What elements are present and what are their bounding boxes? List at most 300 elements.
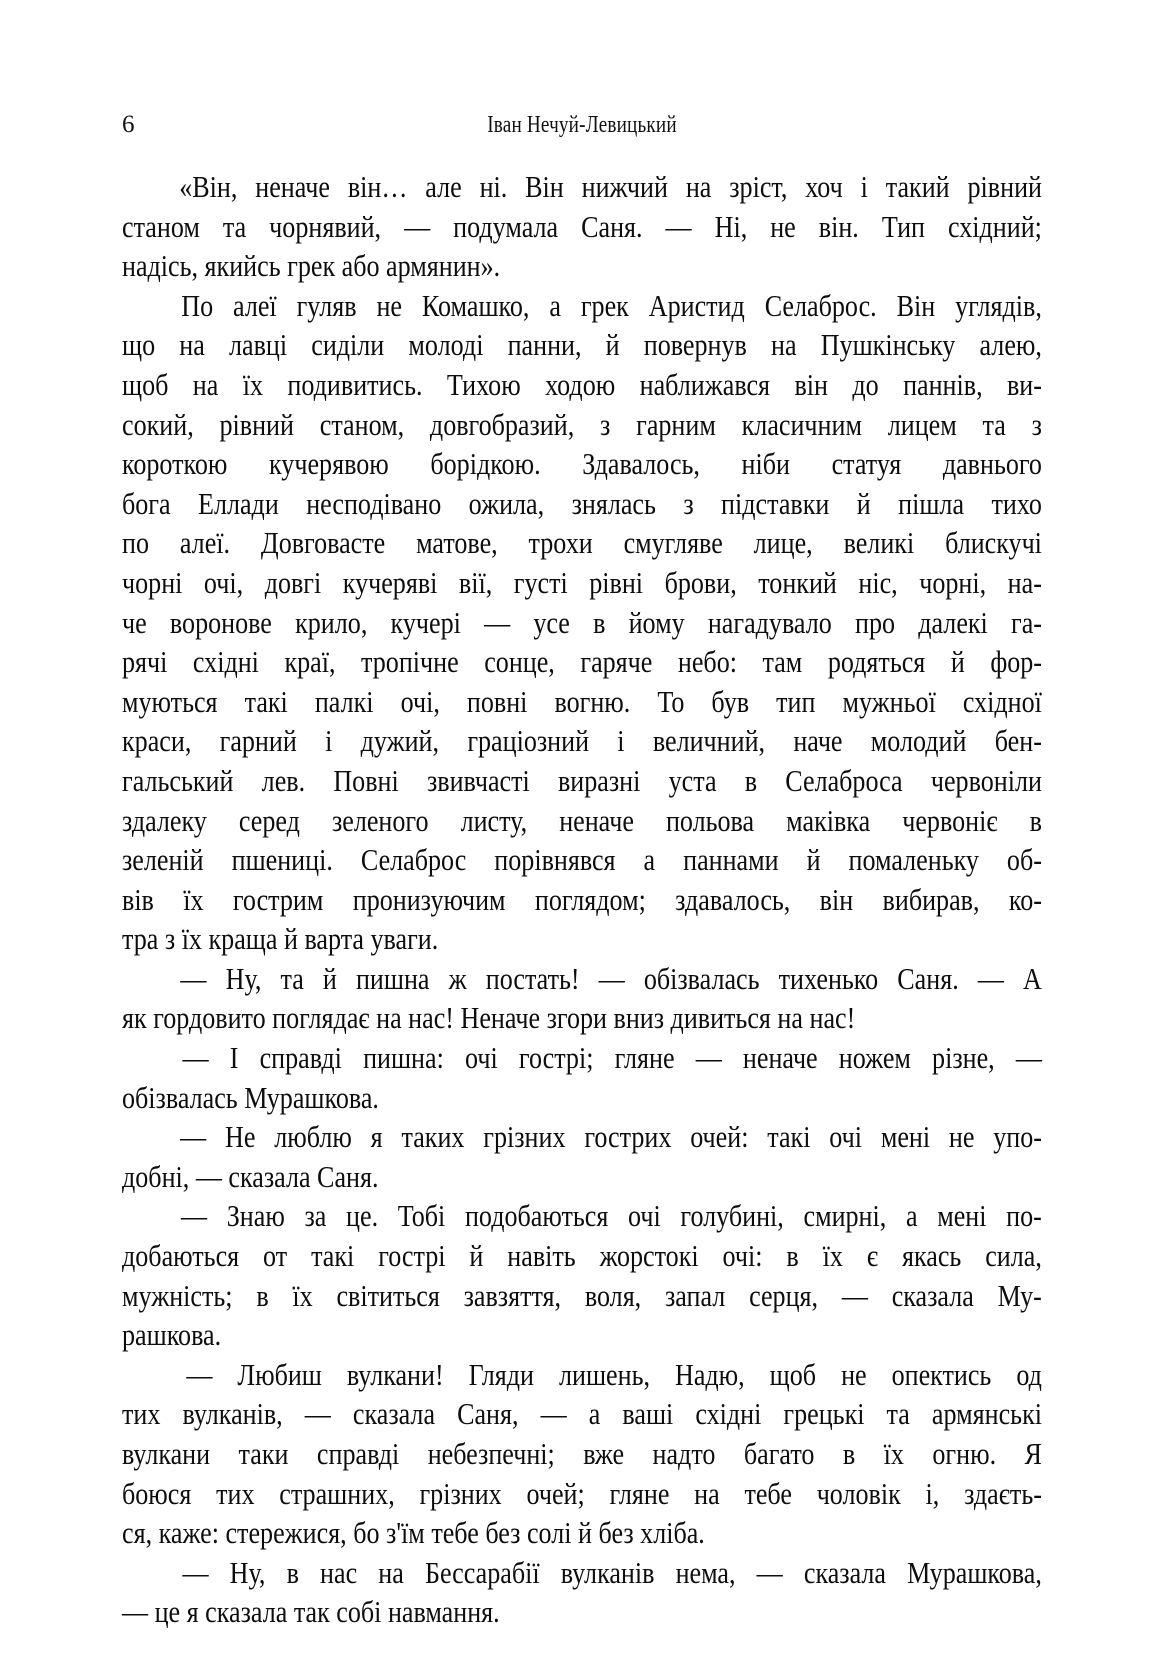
word: листу, (460, 803, 528, 838)
running-title: Іван Нечуй-Левицький (487, 112, 677, 138)
word: по- (1006, 1199, 1042, 1234)
word: про (854, 605, 896, 640)
paragraph (122, 1197, 1042, 1355)
word: та (280, 961, 304, 996)
word: от (263, 1239, 288, 1274)
word: повернув (643, 328, 747, 363)
word: такі (244, 684, 288, 719)
text-line (122, 445, 1042, 485)
word: чорнявий, (269, 209, 382, 244)
word: вулканів (560, 1555, 655, 1590)
word: смугляве (623, 526, 723, 561)
word: лице, (753, 526, 813, 561)
word: червоніли (930, 763, 1042, 798)
word: борідкою. (430, 447, 541, 482)
word: Повні (333, 763, 399, 798)
word: гальський (122, 763, 234, 798)
word: він (794, 367, 828, 402)
word: очі (829, 1120, 863, 1155)
word: з (683, 486, 694, 521)
word: або (341, 249, 380, 284)
text-line (122, 1197, 1042, 1237)
word: в (786, 1239, 799, 1274)
word: несподівано (306, 486, 442, 521)
paragraph (122, 960, 1042, 1039)
word: польова (665, 803, 755, 838)
word: воронове (169, 605, 272, 640)
word: — (180, 1199, 208, 1234)
word: пшениці. (231, 843, 333, 878)
text-line (122, 247, 1042, 287)
text-line (122, 564, 1042, 604)
word: лавці (228, 328, 288, 363)
word: од (1016, 1357, 1042, 1392)
word: ся, (122, 1516, 153, 1551)
word: постать! (485, 961, 580, 996)
word: повні (466, 684, 528, 719)
word: пишна (355, 961, 430, 996)
word: наче (793, 724, 843, 759)
word: на (694, 1476, 720, 1511)
word: наближався (639, 367, 771, 402)
word: і (617, 724, 625, 759)
word: серця, (749, 1278, 819, 1313)
paragraph (122, 1554, 1042, 1633)
text-line (122, 1237, 1042, 1277)
word: «Він, (179, 170, 238, 204)
word: рашкова. (122, 1318, 222, 1353)
word: палкі (314, 684, 374, 719)
word: таки (238, 1437, 289, 1471)
word: нагадувало (707, 605, 832, 640)
word: собі (336, 1595, 382, 1630)
word: брови, (664, 565, 737, 600)
word: ні. (479, 170, 508, 204)
word: лишень, (558, 1357, 651, 1392)
text-line (122, 524, 1042, 564)
word: ніби (741, 447, 790, 482)
word: упо- (993, 1120, 1042, 1155)
word: я (370, 1120, 383, 1155)
word: надто (652, 1437, 716, 1471)
word: це. (346, 1199, 379, 1234)
word: зеленого (331, 803, 429, 838)
word: та (222, 209, 247, 244)
word: в (256, 1278, 269, 1313)
text-line (122, 1593, 1042, 1633)
word: вниз (613, 1001, 665, 1036)
word: — (484, 605, 511, 640)
word: уста (668, 763, 717, 798)
word: Пушкінську (820, 328, 956, 363)
word: й (856, 486, 871, 521)
word: вулкани! (346, 1357, 444, 1392)
word: в (286, 1555, 299, 1590)
text-line (122, 208, 1042, 248)
word: муються (122, 684, 218, 719)
word: подивитись. (287, 367, 423, 402)
word: небо: (677, 645, 737, 680)
word: бо (353, 1516, 380, 1551)
running-head (122, 108, 1042, 142)
word: добаються (122, 1239, 240, 1274)
word: алею, (979, 328, 1042, 363)
word: й (605, 328, 620, 363)
word: опектись (891, 1357, 992, 1392)
word: нас (320, 1555, 358, 1590)
word: на (192, 367, 219, 402)
word: Любиш (237, 1357, 322, 1392)
word: справді (316, 1437, 400, 1471)
word: — (180, 1120, 207, 1155)
word: їх (242, 367, 264, 402)
word: довгі (264, 565, 322, 600)
word: Не (225, 1120, 256, 1155)
word: — (598, 961, 625, 996)
word: тих (122, 1397, 161, 1432)
word: боюся (122, 1476, 192, 1511)
word: тонкий (758, 565, 837, 600)
text-line (122, 287, 1042, 327)
word: й (950, 645, 965, 680)
word: Бессарабії (424, 1555, 540, 1590)
word: ножем (838, 1041, 911, 1076)
word: і (860, 170, 868, 204)
word: гарний (219, 724, 297, 759)
word: смирні, (803, 1199, 887, 1234)
word: усе (533, 605, 570, 640)
word: паннів, (903, 367, 983, 402)
word: — (404, 209, 431, 244)
word: зеленій (122, 843, 204, 878)
word: тебе (431, 1516, 479, 1551)
word: крило, (295, 605, 368, 640)
word: до (852, 367, 879, 402)
word: кучеряві (342, 565, 438, 600)
word: в (842, 1437, 856, 1471)
text-line (122, 168, 1042, 208)
word: короткою (122, 447, 228, 482)
text-line (122, 1554, 1042, 1594)
word: пішла (898, 486, 965, 521)
word: станом (122, 209, 200, 244)
word: їх (292, 1278, 313, 1313)
word: мені (880, 1120, 931, 1155)
text-line (122, 683, 1042, 723)
text-line (122, 1435, 1042, 1475)
word: ваші (622, 1397, 674, 1432)
word: люблю (274, 1120, 352, 1155)
word: густі (513, 565, 568, 600)
word: стережися, (225, 1516, 347, 1551)
word: навіть (507, 1239, 576, 1274)
word: та (886, 1397, 910, 1432)
word: гарним (636, 407, 716, 442)
word: армянин». (386, 249, 501, 284)
word: вії, (458, 565, 493, 600)
word: східної (962, 684, 1042, 719)
word: тропічне (361, 645, 459, 680)
word: на- (1007, 565, 1042, 600)
word: вулкани (122, 1437, 211, 1471)
word: грецькі (783, 1397, 865, 1432)
word: так (293, 1595, 330, 1630)
text-line (122, 960, 1042, 1000)
word: варта (304, 922, 364, 957)
word: бен- (994, 724, 1042, 759)
word: довгобразий, (429, 407, 575, 442)
text-line (122, 643, 1042, 683)
word: не (770, 209, 796, 244)
word: страшних, (279, 1476, 395, 1511)
word: виразні (557, 763, 641, 798)
word: вибирав, (882, 882, 980, 917)
word: очі, (400, 684, 440, 719)
word: й (469, 1239, 484, 1274)
word: — (1015, 1041, 1042, 1076)
word: ожила, (468, 486, 545, 521)
word: сонце, (484, 645, 555, 680)
word: червоніє (902, 803, 998, 838)
paragraph (122, 287, 1042, 960)
word: — (195, 1159, 222, 1194)
word: сиділи (311, 328, 385, 363)
word: краща (208, 922, 278, 957)
word: за (304, 1199, 327, 1234)
word: а (588, 1397, 601, 1432)
word: ж (448, 961, 467, 996)
word: їх (822, 1239, 843, 1274)
word: з'їм (386, 1516, 425, 1551)
word: — (122, 1595, 149, 1630)
word: лицем (887, 407, 957, 442)
word: подумала (453, 209, 559, 244)
text-line (122, 1356, 1042, 1396)
text-line (122, 366, 1042, 406)
text-line (122, 762, 1042, 802)
word: здаєть- (964, 1476, 1042, 1511)
word: нема, (675, 1555, 736, 1590)
paragraph (122, 1039, 1042, 1118)
word: на (378, 1555, 404, 1590)
word: маківка (786, 803, 871, 838)
word: краси, (122, 724, 192, 759)
word: очей: (690, 1120, 749, 1155)
word: обізвалась (643, 961, 760, 996)
word: з (600, 407, 611, 442)
word: неначе (742, 1041, 818, 1076)
word: дивиться (670, 1001, 771, 1036)
word: й (283, 922, 298, 957)
word: він. (818, 209, 859, 244)
word: не (376, 288, 402, 323)
word: є (866, 1239, 879, 1274)
word: запал (664, 1278, 726, 1313)
word: на (777, 1001, 803, 1036)
text-line (122, 1316, 1042, 1356)
word: небезпечні; (427, 1437, 555, 1471)
text-line (122, 1475, 1042, 1515)
word: родяться (827, 645, 926, 680)
word: А (1023, 961, 1042, 996)
word: Аристид (648, 288, 745, 323)
word: далекі (918, 605, 988, 640)
word: поглядає (272, 1001, 370, 1036)
word: й (322, 961, 337, 996)
word: нас! (408, 1001, 454, 1036)
word: з (1031, 407, 1042, 442)
word: — (977, 961, 1004, 996)
word: навмання. (387, 1595, 500, 1630)
word: гострі; (518, 1041, 594, 1076)
word: гострі (378, 1239, 446, 1274)
word: огню. (932, 1437, 997, 1471)
word: сокий, (122, 407, 194, 442)
word: гострим (232, 882, 324, 917)
word: ви- (1006, 367, 1042, 402)
word: гаряче (580, 645, 653, 680)
word: не (841, 1357, 867, 1392)
word: на (685, 170, 712, 204)
word: давнього (942, 447, 1042, 482)
word: східні (695, 1397, 762, 1432)
word: граціозний (467, 724, 590, 759)
word: неначе (559, 803, 634, 838)
word: уваги. (370, 922, 439, 957)
word: щоб (769, 1357, 817, 1392)
word: солі (526, 1516, 572, 1551)
word: не (948, 1120, 975, 1155)
word: він (819, 882, 854, 917)
text-line (122, 1277, 1042, 1317)
word: Саня. (317, 1159, 379, 1194)
text-line (122, 604, 1042, 644)
word: гордовито (153, 1001, 266, 1036)
word: подобаються (464, 1199, 609, 1234)
word: — (182, 1041, 209, 1076)
word: сказала (891, 1278, 974, 1313)
paragraph (122, 1118, 1042, 1197)
word: — (540, 1397, 567, 1432)
word: трохи (528, 526, 593, 561)
word: рівний (219, 407, 294, 442)
word: в (1029, 803, 1042, 838)
word: матове, (416, 526, 498, 561)
word: вулканів, (182, 1397, 283, 1432)
word: Здавалось, (582, 447, 700, 482)
word: на (771, 328, 797, 363)
word: станом, (319, 407, 405, 442)
paragraph (122, 168, 1042, 287)
word: — (186, 1357, 213, 1392)
word: сказала (205, 1595, 288, 1630)
word: мужньої (842, 684, 936, 719)
word: Селаброс. (764, 288, 877, 323)
word: східний; (948, 209, 1042, 244)
word: й (578, 1516, 592, 1551)
word: бога (122, 486, 171, 521)
word: східні (192, 645, 259, 680)
word: очі, (203, 565, 244, 600)
word: грізних (483, 1120, 566, 1155)
paragraph (122, 1356, 1042, 1554)
word: Довговасте (260, 526, 386, 561)
word: нижчий (581, 170, 668, 204)
word: очі (628, 1199, 661, 1234)
word: такі (311, 1239, 355, 1274)
word: там (762, 645, 803, 680)
word: сказала (228, 1159, 311, 1194)
word: — (180, 961, 207, 996)
word: порівнявся (494, 843, 616, 878)
word: в (744, 763, 758, 798)
word: грек (580, 288, 629, 323)
text-line (122, 1514, 1042, 1554)
text-line (122, 920, 1042, 960)
word: хоч (805, 170, 843, 204)
word: грізних (419, 1476, 502, 1511)
word: класичним (741, 407, 862, 442)
word: поглядом; (534, 882, 646, 917)
word: неначе (255, 170, 330, 204)
word: серед (238, 803, 300, 838)
word: в (593, 605, 606, 640)
word: вів (122, 882, 154, 917)
word: чорні, (919, 565, 987, 600)
text-line (122, 1079, 1042, 1119)
word: тихенько (778, 961, 879, 996)
text-line (122, 841, 1042, 881)
word: якась (901, 1239, 962, 1274)
word: рячі (122, 645, 168, 680)
word: сила, (985, 1239, 1042, 1274)
word: чоловік (816, 1476, 901, 1511)
word: пишна: (363, 1041, 444, 1076)
word: і (325, 724, 333, 759)
word: щоб (122, 367, 169, 402)
word: й (806, 843, 821, 878)
word: мужність; (122, 1278, 233, 1313)
word: гуляв (296, 288, 357, 323)
word: Мурашкова. (244, 1080, 379, 1115)
word: блискучі (945, 526, 1042, 561)
word: зріст, (729, 170, 788, 204)
word: знялась (571, 486, 656, 521)
word: статуя (831, 447, 902, 482)
word: пронизуючим (352, 882, 506, 917)
word: тихо (991, 486, 1042, 521)
word: краї, (284, 645, 336, 680)
word: вже (583, 1437, 625, 1471)
word: вогню. (554, 684, 631, 719)
word: завзяття, (463, 1278, 562, 1313)
word: підставки (721, 486, 830, 521)
word: це (154, 1595, 181, 1630)
word: гострих (584, 1120, 672, 1155)
text-line (122, 1395, 1042, 1435)
word: Неначе (460, 1001, 541, 1036)
word: хліба. (640, 1516, 705, 1551)
word: ко- (1008, 882, 1042, 917)
text-line (122, 1039, 1042, 1079)
word: добні, (122, 1159, 190, 1194)
word: таких (401, 1120, 465, 1155)
word: був (711, 684, 750, 719)
word: Еллади (198, 486, 279, 521)
word: — (182, 1555, 209, 1590)
word: армянські (931, 1397, 1042, 1432)
word: паннами (683, 843, 779, 878)
